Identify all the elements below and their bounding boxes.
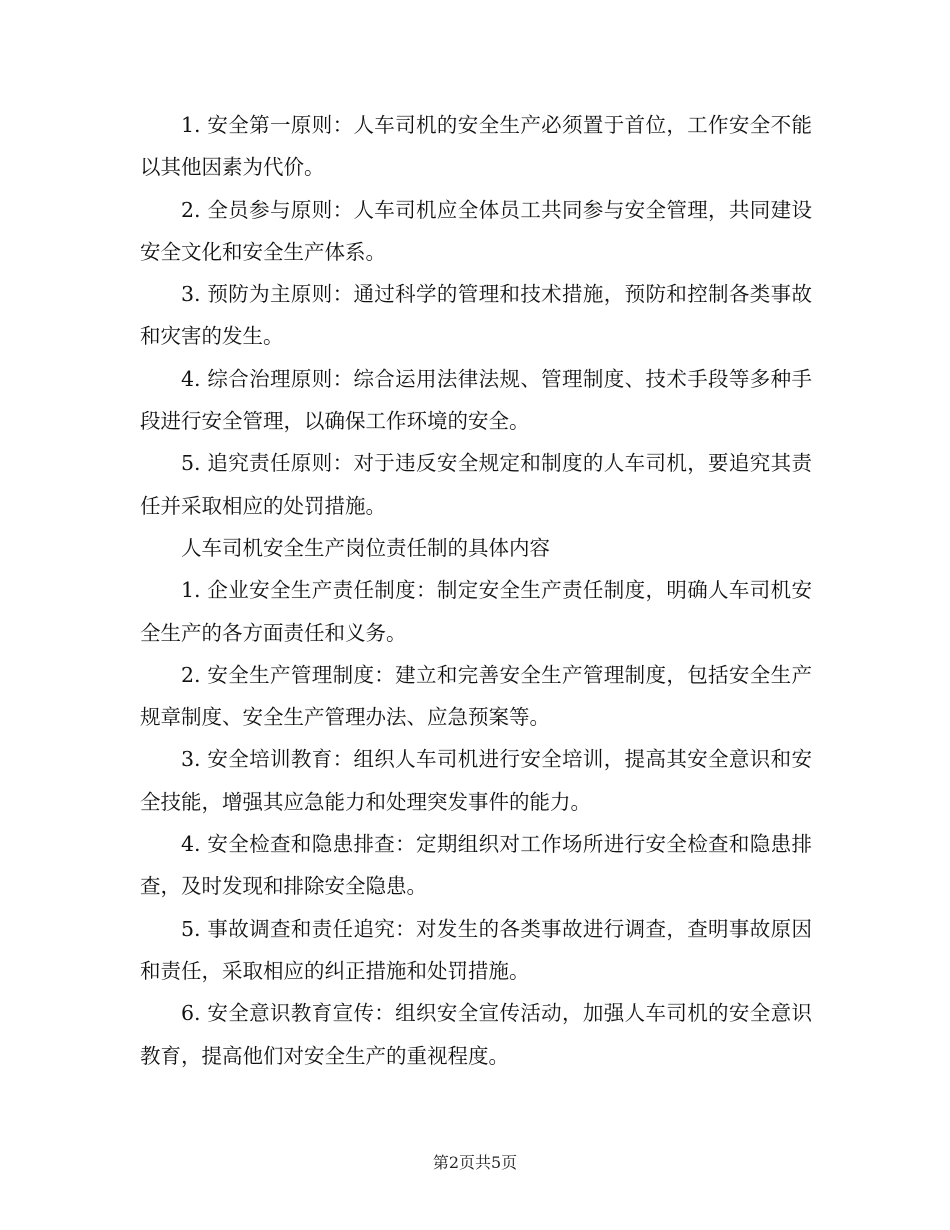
principle-full-participation: 2. 全员参与原则：人车司机应全体员工共同参与安全管理，共同建设安全文化和安全生产体系。 <box>140 197 812 264</box>
page-number: 第2页共5页 <box>432 1153 518 1172</box>
principle-prevention-first: 3. 预防为主原则：通过科学的管理和技术措施，预防和控制各类事故和灾害的发生。 <box>140 282 812 349</box>
content-responsibility-system: 1. 企业安全生产责任制度：制定安全生产责任制度，明确人车司机安全生产的各方面责任和义务。 <box>140 578 812 645</box>
section-heading: 人车司机安全生产岗位责任制的具体内容 <box>181 535 550 560</box>
content-safety-training: 3. 安全培训教育：组织人车司机进行安全培训，提高其安全意识和安全技能，增强其应急能力和处理突发事件的能力。 <box>140 747 812 814</box>
content-inspection: 4. 安全检查和隐患排查：定期组织对工作场所进行安全检查和隐患排查，及时发现和排除安全隐患。 <box>140 832 812 899</box>
content-awareness-promotion: 6. 安全意识教育宣传：组织安全宣传活动，加强人车司机的安全意识教育，提高他们对安全生产的重视程度。 <box>140 1001 812 1068</box>
content-accident-investigation: 5. 事故调查和责任追究：对发生的各类事故进行调查，查明事故原因和责任，采取相应的纠正措施和处罚措施。 <box>140 916 812 983</box>
principle-comprehensive-governance: 4. 综合治理原则：综合运用法律法规、管理制度、技术手段等多种手段进行安全管理，以确保工作环境的安全。 <box>140 366 812 434</box>
principle-safety-first: 1. 安全第一原则：人车司机的安全生产必须置于首位，工作安全不能以其他因素为代价。 <box>140 113 812 180</box>
document-body <box>140 104 812 1077</box>
principle-accountability: 5. 追究责任原则：对于违反安全规定和制度的人车司机，要追究其责任并采取相应的处罚措施。 <box>140 451 812 518</box>
content-management-system: 2. 安全生产管理制度：建立和完善安全生产管理制度，包括安全生产规章制度、安全生产管理办法、应急预案等。 <box>140 662 812 730</box>
